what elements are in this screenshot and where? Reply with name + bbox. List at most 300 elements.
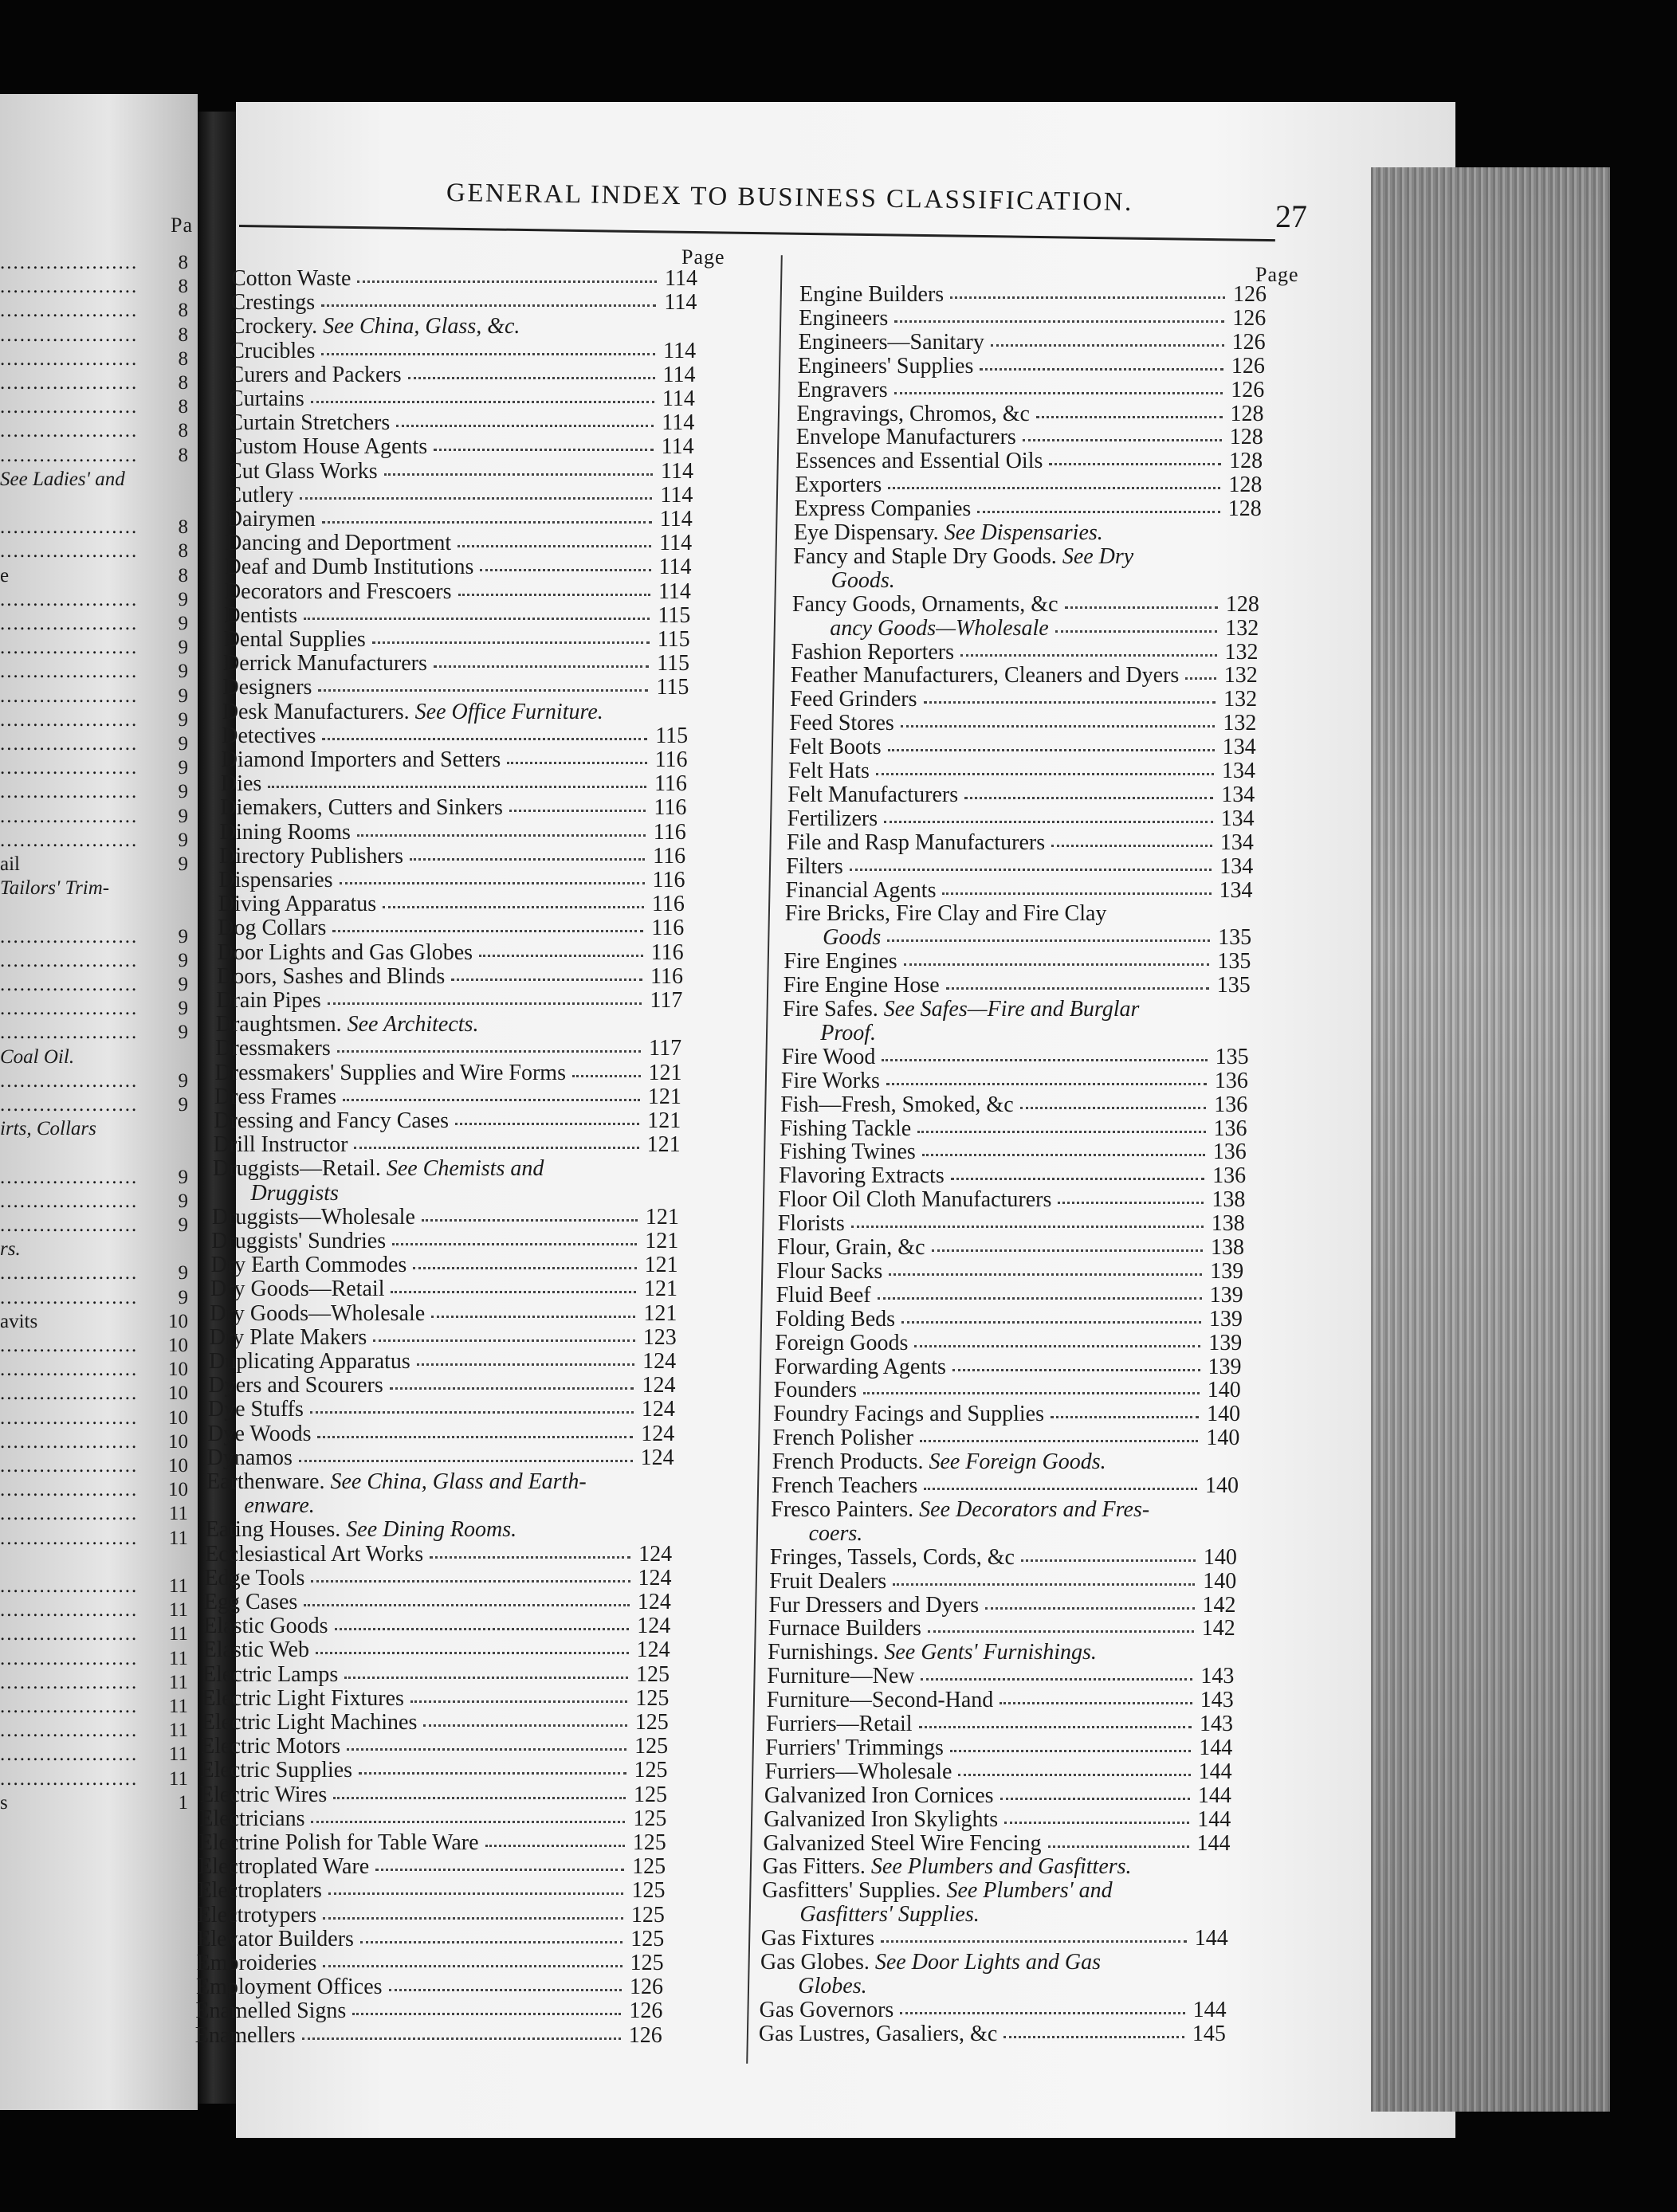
dot-leader	[318, 689, 648, 692]
entry-page-number: 121	[643, 1300, 677, 1326]
previous-page-number: 9	[178, 637, 188, 659]
previous-page-number: 9	[178, 1094, 188, 1116]
index-entry	[762, 1878, 1231, 1904]
index-entry	[794, 520, 1263, 546]
index-entry	[784, 949, 1252, 975]
previous-page-entry	[0, 950, 188, 974]
previous-page-entry	[0, 1551, 188, 1575]
dot-leader	[950, 1750, 1191, 1752]
previous-page-entry-text: .....................	[0, 324, 139, 346]
index-entry	[226, 531, 694, 556]
dot-leader	[985, 1607, 1194, 1610]
previous-page-entry-text: .....................	[0, 540, 139, 563]
dot-leader	[921, 1678, 1192, 1681]
entry-label: enware.	[244, 1493, 315, 1519]
index-entry	[778, 1187, 1247, 1213]
entry-label: Curers and Packers	[229, 362, 402, 387]
previous-page-entry	[0, 1720, 188, 1743]
entry-page-number: 126	[1231, 329, 1266, 355]
index-entry	[788, 759, 1257, 784]
entry-label: Designers	[222, 675, 312, 700]
index-entry	[787, 830, 1255, 856]
dot-leader	[479, 955, 643, 957]
page-number: 27	[1275, 198, 1307, 234]
entry-label: Feed Stores	[789, 711, 894, 736]
entry-label: Forwarding Agents	[774, 1354, 946, 1379]
previous-page-number: 9	[178, 805, 188, 827]
entry-label: Envelope Manufacturers	[795, 425, 1016, 450]
entry-page-number: 116	[651, 892, 685, 917]
index-entry	[799, 306, 1267, 331]
index-entry	[231, 266, 700, 292]
previous-page-entry	[0, 445, 188, 469]
index-entry	[764, 1807, 1232, 1833]
index-entry	[759, 2022, 1227, 2047]
previous-page-number: 9	[178, 1190, 188, 1212]
previous-page-entry-text: .....................	[0, 1359, 139, 1381]
dot-leader	[328, 1892, 624, 1895]
entry-label: Fishing Twines	[779, 1139, 916, 1165]
previous-page-number: 9	[178, 829, 188, 851]
previous-page-entry	[0, 1696, 188, 1720]
entry-label: Furnishings. See Gents' Furnishings.	[768, 1640, 1097, 1665]
entry-label: Furniture—New	[767, 1664, 915, 1689]
dot-leader	[977, 511, 1219, 513]
dot-leader	[1048, 1845, 1189, 1848]
previous-page-number: 8	[178, 276, 188, 298]
previous-page-entry	[0, 1503, 188, 1527]
dot-leader	[316, 1652, 629, 1654]
entry-page-number: 144	[1192, 1997, 1227, 2022]
previous-page-entry	[0, 1262, 188, 1286]
previous-page-entry-text: .....................	[0, 1575, 139, 1597]
dot-leader	[311, 401, 654, 403]
entry-label: coers.	[808, 1520, 863, 1546]
index-entry	[229, 386, 697, 412]
dot-leader	[894, 392, 1223, 394]
entry-page-number: 139	[1208, 1330, 1243, 1355]
entry-page-number: 139	[1208, 1354, 1242, 1379]
dot-leader	[375, 1869, 624, 1871]
entry-label: Exporters	[795, 473, 882, 498]
entry-label: Gas Lustres, Gasaliers, &c	[758, 2021, 998, 2046]
entry-label: Cutlery	[226, 482, 294, 508]
previous-page-entry-text: .....................	[0, 974, 139, 995]
previous-page-entry	[0, 1648, 188, 1672]
entry-label: Furriers—Wholesale	[764, 1759, 952, 1784]
dot-leader	[302, 2037, 621, 2040]
dot-leader	[928, 1630, 1194, 1633]
index-entry	[195, 2023, 664, 2049]
entry-label: Dog Collars	[218, 916, 327, 941]
previous-page-entry-text: .....................	[0, 805, 139, 827]
entry-label: Filters	[786, 853, 843, 879]
index-entry	[772, 1426, 1241, 1451]
index-entry	[797, 378, 1266, 403]
index-entry	[228, 434, 697, 460]
index-entry	[767, 1688, 1235, 1713]
index-entry	[791, 663, 1259, 688]
entry-label: Gas Fitters. See Plumbers and Gasfitters.	[762, 1854, 1132, 1880]
previous-page-entry-text: .....................	[0, 1647, 139, 1669]
previous-page-entry	[0, 1407, 188, 1431]
entry-page-number: 125	[631, 1878, 666, 1904]
entry-label: Fire Safes. See Safes—Fire and Burglar	[783, 997, 1140, 1022]
index-entry	[776, 1307, 1244, 1332]
dot-leader	[268, 786, 646, 788]
entry-page-number: 115	[657, 651, 690, 677]
index-entry	[201, 1758, 670, 1783]
previous-page-entry-text: .....................	[0, 1527, 139, 1549]
index-entry	[769, 1593, 1238, 1618]
dot-leader	[887, 939, 1210, 942]
entry-label: Eye Dispensary. See Dispensaries.	[794, 520, 1103, 545]
entry-page-number: 132	[1223, 687, 1258, 712]
dot-leader	[311, 1580, 630, 1583]
entry-page-number: 143	[1200, 1712, 1233, 1736]
entry-label: Foreign Goods	[775, 1330, 909, 1355]
previous-page-number: 11	[168, 1527, 188, 1549]
entry-label: Gas Globes. See Door Lights and Gas	[760, 1950, 1101, 1975]
entry-label: Foundry Facings and Supplies	[773, 1402, 1044, 1427]
entry-label: Dye Stuffs	[207, 1397, 304, 1422]
dot-leader	[422, 1219, 638, 1222]
entry-page-number: 121	[648, 1060, 682, 1085]
index-entry	[223, 651, 692, 677]
entry-label: Druggists' Sundries	[211, 1229, 387, 1253]
dot-leader	[383, 906, 644, 908]
index-entry	[218, 940, 686, 966]
previous-page-entry-text: .....................	[0, 613, 139, 634]
entry-page-number: 126	[1232, 305, 1267, 331]
page-title: GENERAL INDEX TO BUSINESS CLASSIFICATION.	[446, 178, 1134, 218]
entry-label: Curtain Stretchers	[228, 410, 391, 436]
entry-label: Gasfitters' Supplies. See Plumbers' and	[762, 1878, 1113, 1904]
previous-page-entry	[0, 276, 188, 300]
index-entry	[196, 1975, 665, 2000]
dot-leader	[881, 1940, 1187, 1943]
dot-leader	[946, 987, 1209, 990]
previous-page-entry	[0, 1118, 188, 1142]
entry-label: Elevator Builders	[197, 1926, 354, 1951]
index-entry	[771, 1521, 1239, 1547]
entry-label: Dry Goods—Retail	[210, 1277, 385, 1302]
dot-leader	[1036, 416, 1223, 418]
index-entry	[787, 782, 1256, 808]
entry-label: Founders	[773, 1378, 858, 1403]
entry-label: Druggists	[250, 1180, 339, 1206]
entry-label: Felt Manufacturers	[787, 782, 959, 807]
dot-leader	[480, 569, 650, 571]
dot-leader	[321, 353, 655, 355]
entry-page-number: 140	[1207, 1378, 1241, 1403]
entry-page-number: 116	[654, 747, 688, 772]
entry-label: Duplicating Apparatus	[209, 1349, 410, 1374]
dot-leader	[321, 304, 656, 307]
entry-page-number: 139	[1210, 1258, 1244, 1284]
entry-label: Directory Publishers	[219, 843, 404, 869]
previous-page-entry	[0, 1575, 188, 1599]
entry-label: Dressmakers' Supplies and Wire Forms	[214, 1060, 566, 1085]
entry-label: Felt Hats	[788, 759, 870, 783]
index-entry	[230, 314, 699, 339]
dot-leader	[876, 773, 1214, 775]
previous-page-entry	[0, 757, 188, 781]
index-entry	[209, 1349, 677, 1375]
entry-label: Curtains	[228, 386, 304, 411]
previous-page-number: 9	[178, 1022, 188, 1044]
previous-page-entry-text: .....................	[0, 829, 139, 851]
previous-page-number: 11	[168, 1623, 188, 1645]
entry-label: Flour, Grain, &c	[777, 1235, 925, 1260]
dot-leader	[1000, 1798, 1190, 1800]
dot-leader	[434, 665, 649, 668]
previous-page-number: 8	[178, 396, 188, 418]
entry-label: Draughtsmen. See Architects.	[215, 1012, 479, 1037]
entry-label: Floor Oil Cloth Manufacturers	[778, 1187, 1052, 1213]
previous-page-entry	[0, 252, 188, 276]
previous-page-entry	[0, 781, 188, 805]
entry-label: Dancing and Deportment	[226, 531, 452, 556]
previous-page-entry-text: .....................	[0, 757, 139, 779]
entry-page-number: 114	[659, 507, 693, 531]
dot-leader	[360, 1941, 622, 1943]
entry-label: Dry Plate Makers	[209, 1324, 367, 1350]
entry-page-number: 134	[1222, 759, 1255, 783]
previous-page-entry	[0, 372, 188, 396]
previous-page-number: 9	[178, 588, 188, 610]
entry-label: Furriers—Retail	[766, 1712, 913, 1736]
index-entry	[225, 579, 693, 605]
index-entry	[205, 1542, 674, 1567]
index-entry	[213, 1156, 681, 1182]
previous-page-number: 9	[178, 661, 188, 683]
entry-page-number: 121	[646, 1132, 681, 1158]
previous-page-number: 9	[178, 733, 188, 755]
entry-page-number: 126	[628, 2022, 662, 2048]
previous-page-entry-text: .....................	[0, 998, 139, 1020]
previous-page-number: 8	[178, 516, 188, 539]
index-entry	[774, 1378, 1243, 1403]
entry-label: Earthenware. See China, Glass and Earth-	[206, 1469, 587, 1494]
index-entry	[778, 1211, 1247, 1237]
previous-page-entry	[0, 901, 188, 925]
previous-page-entry-text: .....................	[0, 1743, 139, 1766]
index-entry	[202, 1686, 670, 1712]
dot-leader	[507, 762, 646, 764]
index-entry	[793, 568, 1262, 594]
entry-page-number: 134	[1219, 853, 1254, 879]
index-entry	[208, 1397, 677, 1422]
dot-leader	[888, 749, 1215, 751]
dot-leader	[1000, 1702, 1192, 1704]
entry-label: Derrick Manufacturers	[223, 651, 427, 677]
previous-page-number: 9	[178, 684, 188, 707]
previous-page-entry	[0, 733, 188, 757]
dot-leader	[1049, 463, 1221, 465]
previous-page-entry-text: .....................	[0, 1720, 139, 1742]
previous-page-number: 8	[178, 444, 188, 466]
entry-page-number: 125	[630, 1951, 664, 1975]
previous-page-entry-text: .....................	[0, 781, 139, 803]
previous-page-entry	[0, 469, 188, 492]
entry-page-number: 125	[630, 1902, 665, 1928]
entry-label: Fresco Painters. See Decorators and Fres-	[771, 1496, 1150, 1522]
entry-page-number: 124	[637, 1590, 671, 1614]
dot-leader	[458, 545, 651, 547]
entry-page-number: 116	[652, 868, 685, 892]
entry-page-number: 124	[637, 1614, 671, 1639]
previous-page-entry	[0, 1792, 188, 1816]
previous-page-entry-text: .....................	[0, 733, 139, 755]
entry-label: Custom House Agents	[227, 434, 428, 460]
previous-page-number: 9	[178, 1214, 188, 1236]
previous-page-entry-text: .....................	[0, 1094, 139, 1116]
previous-page-entry-text: irts, Collars	[0, 1118, 96, 1140]
entry-page-number: 114	[661, 458, 693, 484]
previous-page-number: 11	[168, 1720, 188, 1742]
previous-page-entry-text: Tailors' Trim-	[0, 877, 110, 900]
entry-page-number: 125	[632, 1830, 666, 1855]
entry-label: Elastic Web	[202, 1637, 309, 1663]
dot-leader	[434, 449, 654, 451]
entry-label: Galvanized Steel Wire Fencing	[763, 1830, 1042, 1856]
previous-page-entry	[0, 974, 188, 998]
index-entry	[795, 449, 1264, 474]
entry-page-number: 114	[658, 555, 692, 580]
entry-label: Desk Manufacturers. See Office Furniture.	[222, 699, 603, 724]
dot-leader	[322, 521, 652, 524]
index-entry	[766, 1712, 1235, 1737]
previous-page-number: 1	[178, 1791, 188, 1814]
previous-page-entry	[0, 637, 188, 661]
previous-page-entry	[0, 1287, 188, 1311]
index-entry	[216, 1012, 685, 1037]
previous-page-number: 9	[178, 974, 188, 995]
entry-page-number: 125	[630, 1926, 665, 1951]
previous-page-entry-text: .....................	[0, 1166, 139, 1188]
dot-leader	[904, 963, 1210, 966]
index-entry	[207, 1445, 676, 1471]
index-entry	[793, 544, 1262, 570]
entry-page-number: 114	[662, 410, 695, 436]
previous-page-entry-text: See Ladies' and	[0, 468, 125, 490]
entry-page-number: 123	[642, 1324, 677, 1350]
index-entry	[224, 603, 693, 629]
previous-page-number: 9	[178, 949, 188, 971]
index-entry	[221, 771, 689, 797]
previous-page-number: 10	[168, 1310, 188, 1332]
index-entry	[782, 1045, 1251, 1070]
entry-label: Cut Glass Works	[227, 458, 378, 484]
previous-page-number: 9	[178, 708, 188, 731]
index-entry	[779, 1163, 1247, 1189]
entry-label: Fire Engine Hose	[783, 973, 940, 998]
previous-page-entry	[0, 1599, 188, 1623]
entry-label: Fertilizers	[787, 806, 878, 831]
previous-page-entry-text: s	[0, 1791, 8, 1814]
previous-page-entry-text: .....................	[0, 1286, 139, 1308]
index-entry	[780, 1116, 1249, 1142]
previous-page-entry	[0, 1046, 188, 1070]
dot-leader	[354, 1147, 638, 1149]
index-entry	[222, 747, 690, 773]
entry-page-number: 142	[1202, 1592, 1236, 1618]
previous-page-number: 10	[168, 1430, 188, 1453]
previous-page-entry	[0, 661, 188, 684]
entry-label: French Polisher	[772, 1426, 913, 1451]
dot-leader	[300, 497, 652, 500]
entry-page-number: 144	[1194, 1926, 1228, 1951]
entry-label: Edge Tools	[204, 1565, 305, 1590]
index-entry	[771, 1497, 1239, 1523]
previous-page-number: 8	[178, 324, 188, 346]
index-entry	[783, 997, 1251, 1022]
entry-page-number: 116	[653, 843, 686, 869]
dot-leader	[917, 1131, 1205, 1133]
entry-page-number: 140	[1206, 1426, 1240, 1451]
entry-page-number: 115	[656, 675, 689, 700]
dot-leader	[1051, 845, 1212, 847]
index-entry	[199, 1806, 668, 1832]
entry-label: Detectives	[222, 723, 316, 748]
entry-page-number: 138	[1212, 1187, 1246, 1213]
previous-page-entry	[0, 516, 188, 540]
dot-leader	[391, 1291, 635, 1293]
entry-label: Gas Fixtures	[760, 1926, 875, 1951]
index-entry	[227, 459, 696, 484]
index-entry	[777, 1235, 1246, 1261]
index-entry	[197, 1927, 666, 1952]
previous-page-entry	[0, 589, 188, 613]
dot-leader	[1185, 677, 1216, 680]
index-entry	[772, 1449, 1241, 1475]
entry-label: Gasfitters' Supplies.	[799, 1902, 980, 1928]
entry-label: Electricians	[199, 1806, 305, 1831]
previous-page-entry-text: .....................	[0, 444, 139, 466]
entry-page-number: 114	[664, 290, 697, 316]
index-entry	[204, 1590, 673, 1615]
dot-leader	[878, 1297, 1202, 1300]
previous-page-number: 9	[178, 1262, 188, 1284]
entry-page-number: 121	[647, 1108, 681, 1133]
dot-leader	[310, 1411, 634, 1414]
index-entry	[198, 1854, 667, 1880]
index-entry	[206, 1469, 675, 1495]
entry-label: Enamellers	[194, 2022, 296, 2048]
dot-leader	[372, 641, 650, 644]
entry-page-number: 125	[636, 1661, 670, 1687]
index-entry	[198, 1903, 666, 1928]
index-entry	[784, 925, 1253, 951]
dot-leader	[328, 1002, 642, 1005]
entry-label: Diamond Importers and Setters	[221, 747, 501, 772]
dot-leader	[1021, 1559, 1196, 1562]
entry-label: Ecclesiastical Art Works	[205, 1541, 424, 1567]
entry-label: File and Rasp Manufacturers	[786, 830, 1046, 855]
index-entry	[768, 1640, 1236, 1665]
entry-label: Express Companies	[794, 496, 972, 522]
index-entry	[202, 1662, 671, 1688]
entry-label: Engineers—Sanitary	[798, 329, 984, 355]
dot-leader	[980, 368, 1223, 371]
dot-leader	[311, 1821, 625, 1823]
dot-leader	[991, 344, 1224, 347]
dot-leader	[958, 1774, 1190, 1776]
entry-page-number: 121	[645, 1229, 679, 1253]
index-entry	[798, 354, 1267, 379]
entry-page-number: 126	[1231, 353, 1265, 378]
